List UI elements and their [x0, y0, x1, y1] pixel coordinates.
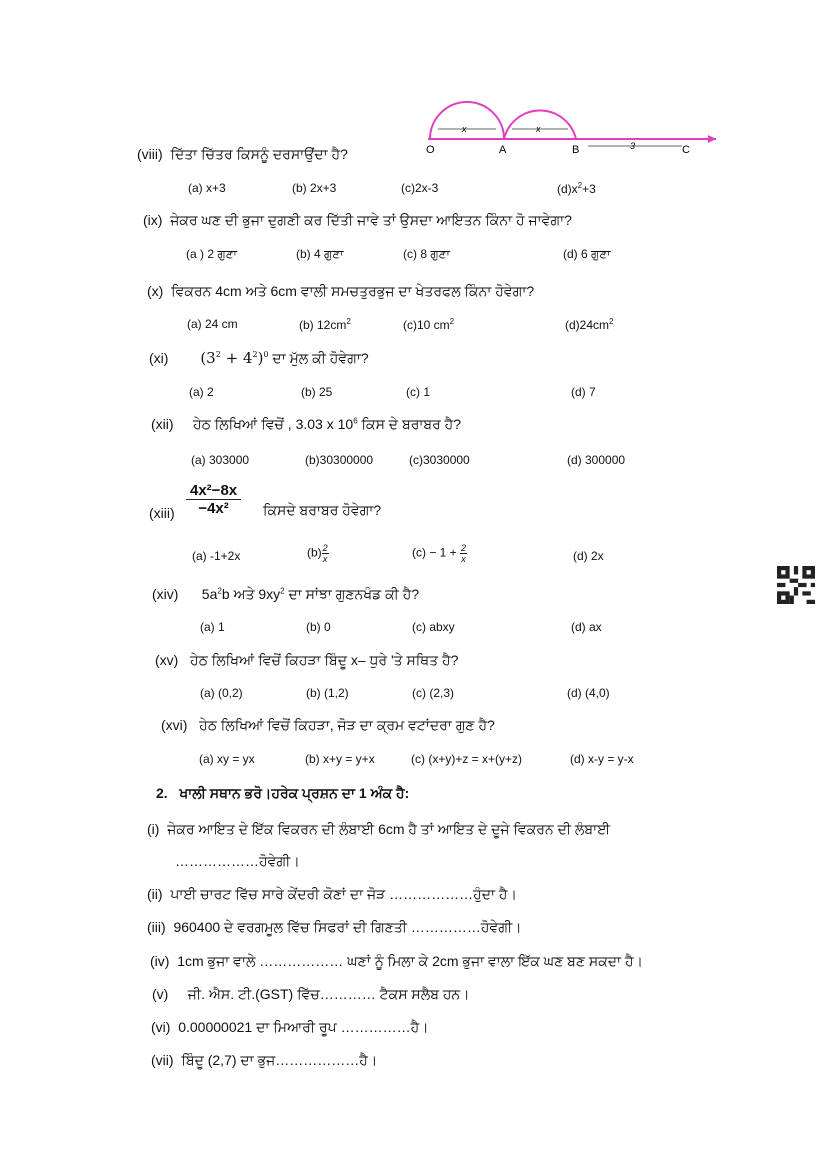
question-16 — [161, 717, 495, 734]
qr-code-icon — [777, 566, 815, 604]
q11-option-d: (d) 7 — [571, 385, 596, 399]
question-number: (viii) — [137, 146, 163, 162]
fill-text: 1cm ਭੁਜਾ ਵਾਲੇ ……………… ਘਣਾਂ ਨੂੰ ਮਿਲਾ ਕੇ 2cm ਭੁਜਾ ਵਾਲਾ ਇੱਕ ਘਣ ਬਣ ਸਕਦਾ ਹੈ। — [177, 953, 643, 969]
section-title: ਖਾਲੀ ਸਥਾਨ ਭਰੋ।ਹਰੇਕ ਪ੍ਰਸ਼ਨ ਦਾ 1 ਅੰਕ ਹੈ: — [179, 785, 410, 801]
q10-option-c: (c)10 $cm^2$ — [403, 317, 455, 332]
fill-text: ਜੀ. ਐਸ. ਟੀ.(GST) ਵਿੱਚ………… ਟੈਕਸ ਸਲੈਬ ਹਨ। — [187, 986, 470, 1002]
section-number: 2. — [156, 785, 168, 801]
seg-label: 3 — [630, 141, 636, 151]
question-12 — [151, 416, 461, 433]
point-c: C — [682, 144, 690, 156]
fill-text: ਬਿੰਦੂ (2,7) ਦਾ ਭੁਜ………………ਹੈ। — [181, 1052, 378, 1068]
q8-option-b: (b) 2x+3 — [292, 181, 337, 195]
q14-option-a: (a) 1 — [200, 620, 225, 634]
question-text: ਦਿੱਤਾ ਚਿੱਤਰ ਕਿਸਨੂੰ ਦਰਸਾਉਂਦਾ ਹੈ? — [170, 146, 348, 162]
q15-option-a: (a) (0,2) — [200, 686, 243, 700]
fill-text: 960400 ਦੇ ਵਰਗਮੂਲ ਵਿੱਚ ਸਿਫਰਾਂ ਦੀ ਗਿਣਤੀ ……………ਹੋਵੇਗੀ। — [173, 919, 522, 935]
q15-option-b: (b) (1,2) — [306, 686, 349, 700]
fill-blank-3 — [147, 919, 522, 936]
q16-option-d: (d) x-y = y-x — [570, 752, 634, 766]
question-number: (xv) — [155, 652, 179, 668]
section-2-heading — [156, 785, 409, 802]
q11-option-b: (b) 25 — [301, 385, 333, 399]
question-number: (x) — [147, 283, 164, 299]
q8-option-d: $(d)x^2+3$ — [557, 181, 596, 196]
question-11 — [149, 349, 369, 367]
fill-blank-1 — [147, 821, 610, 838]
question-13-fraction: $\frac{\text{4x²−8x}}{\text{−4x²}}$ — [186, 482, 241, 517]
question-9 — [143, 212, 572, 229]
q9-option-d: (d) 6 ਗੁਣਾ — [563, 247, 611, 261]
question-text: ਦਾ ਮੁੱਲ ਕੀ ਹੋਵੇਗਾ? — [272, 350, 369, 366]
question-text: ਹੇਠ ਲਿਖਿਆਂ ਵਿਚੋਂ , 3.03 x $10^6$ ਕਿਸ ਦੇ ਬਰਾਬਰ ਹੈ? — [193, 416, 462, 432]
q14-option-d: (d) ax — [571, 620, 602, 634]
fill-number: (iii) — [147, 919, 166, 935]
fill-text: 0.00000021 ਦਾ ਮਿਆਰੀ ਰੂਪ ……………ਹੈ। — [178, 1019, 429, 1035]
q10-option-b: (b) $12cm^2$ — [299, 317, 351, 332]
q13-option-c: (c) − 1 + $\frac{2}{x}$ — [412, 543, 467, 564]
q11-option-c: (c) 1 — [406, 385, 430, 399]
q8-option-c: (c)2x-3 — [401, 181, 439, 195]
q12-option-c: (c)3030000 — [409, 453, 470, 467]
fill-number: (v) — [152, 986, 169, 1002]
q16-option-c: (c) (x+y)+z = x+(y+z) — [411, 752, 523, 766]
q8-option-a: (a) x+3 — [188, 181, 226, 195]
fill-blank-1-continued: ………………ਹੋਵੇਗੀ। — [175, 853, 300, 869]
number-line-diagram — [420, 96, 720, 156]
fill-blank-6 — [151, 1019, 429, 1036]
q12-option-b: (b)30300000 — [305, 453, 374, 467]
fill-number: (vii) — [151, 1052, 174, 1068]
point-a: A — [499, 144, 507, 156]
q14-option-b: (b) 0 — [306, 620, 331, 634]
question-text: ਜੇਕਰ ਘਣ ਦੀ ਭੁਜਾ ਦੁਗਣੀ ਕਰ ਦਿੱਤੀ ਜਾਵੇ ਤਾਂ ਉਸਦਾ ਆਇਤਨ ਕਿੰਨਾ ਹੋ ਜਾਵੇਗਾ? — [170, 212, 572, 228]
fill-text: ਜੇਕਰ ਆਇਤ ਦੇ ਇੱਕ ਵਿਕਰਨ ਦੀ ਲੰਬਾਈ 6cm ਹੈ ਤਾਂ ਆਇਤ ਦੇ ਦੂਜੇ ਵਿਕਰਨ ਦੀ ਲੰਬਾਈ — [167, 821, 611, 837]
question-number: (xi) — [149, 350, 169, 366]
fill-blank-7 — [151, 1052, 377, 1069]
fill-number: (vi) — [151, 1019, 171, 1035]
question-text: $5a^2b$ ਅਤੇ $9xy^2$ ਦਾ ਸਾਂਝਾ ਗੁਣਨਖੰਡ ਕੀ ਹੈ? — [201, 586, 420, 602]
q9-option-b: (b) 4 ਗੁਣਾ — [296, 247, 344, 261]
fill-blank-5 — [152, 986, 470, 1003]
question-text: ਹੇਠ ਲਿਖਿਆਂ ਵਿਚੋਂ ਕਿਹੜਾ, ਜੋੜ ਦਾ ਕ੍ਰਮ ਵਟਾਂਦਰਾ ਗੁਣ ਹੈ? — [199, 717, 495, 733]
q15-option-c: (c) (2,3) — [412, 686, 454, 700]
q9-option-c: (c) 8 ਗੁਣਾ — [403, 247, 450, 261]
question-15 — [155, 652, 458, 669]
expression: $(3^2 + 4^2)^0$ — [200, 349, 269, 367]
point-b: B — [572, 144, 580, 156]
x-label-2: x — [536, 124, 541, 134]
question-13-number: (xiii) — [149, 505, 175, 521]
fill-number: (ii) — [147, 886, 163, 902]
q13-option-b: (b) $\frac{2}{x}$ — [307, 543, 328, 564]
question-text: ਹੇਠ ਲਿਖਿਆਂ ਵਿਚੋਂ ਕਿਹੜਾ ਬਿੰਦੂ x– ਧੁਰੇ 'ਤੇ ਸਥਿਤ ਹੈ? — [190, 652, 459, 668]
fill-text: ਪਾਈ ਚਾਰਟ ਵਿੱਚ ਸਾਰੇ ਕੇਂਦਰੀ ਕੋਣਾਂ ਦਾ ਜੋੜ ………………ਹੁੰਦਾ ਹੈ। — [170, 886, 517, 902]
q16-option-b: (b) x+y = y+x — [305, 752, 375, 766]
question-13-text: ਕਿਸਦੇ ਬਰਾਬਰ ਹੋਵੇਗਾ? — [263, 502, 382, 518]
question-number: (xiv) — [152, 586, 179, 602]
q10-option-a: (a) 24 cm — [187, 317, 238, 331]
q16-option-a: (a) xy = yx — [199, 752, 255, 766]
question-10 — [147, 283, 534, 300]
question-number: (ix) — [143, 212, 163, 228]
q13-option-d: (d) 2x — [573, 549, 604, 563]
fill-number: (i) — [147, 821, 160, 837]
x-label-1: x — [462, 124, 467, 134]
point-o: O — [426, 144, 435, 156]
q14-option-c: (c) abxy — [412, 620, 455, 634]
q10-option-d: $(d)24cm^2$ — [565, 317, 614, 332]
q12-option-d: (d) 300000 — [567, 453, 626, 467]
fill-blank-2 — [147, 886, 517, 903]
fill-blank-4 — [150, 953, 643, 970]
q11-option-a: (a) 2 — [189, 385, 214, 399]
question-14 — [152, 586, 419, 603]
q15-option-d: (d) (4,0) — [567, 686, 610, 700]
question-number: (xvi) — [161, 717, 188, 733]
q9-option-a: (a ) 2 ਗੁਣਾ — [186, 247, 237, 261]
question-8 — [137, 146, 348, 163]
question-number: (xii) — [151, 416, 174, 432]
arrow-head-icon — [708, 135, 716, 143]
q12-option-a: (a) 303000 — [191, 453, 250, 467]
question-text: ਵਿਕਰਨ 4cm ਅਤੇ 6cm ਵਾਲੀ ਸਮਚਤੁਰਭੁਜ ਦਾ ਖੇਤਰਫਲ ਕਿੰਨਾ ਹੋਵੇਗਾ? — [171, 283, 535, 299]
fill-number: (iv) — [150, 953, 170, 969]
arc-1 — [430, 102, 504, 139]
q13-option-a: (a) -1+2x — [192, 549, 241, 563]
